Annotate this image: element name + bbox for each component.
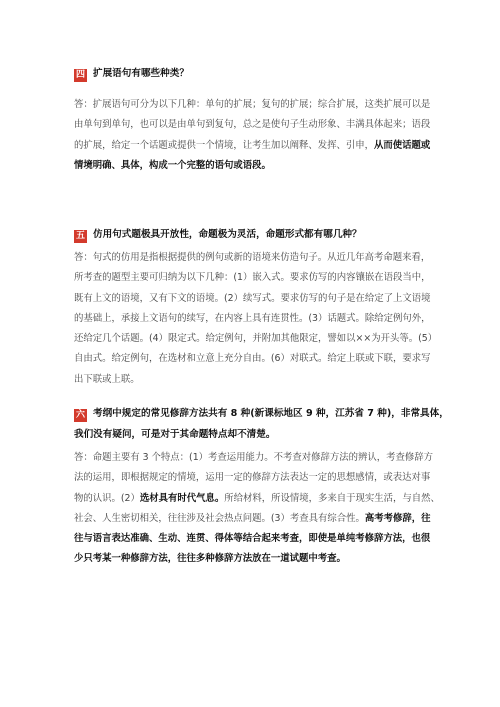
section-6-number-badge: 六 <box>75 410 85 420</box>
section-6-title-line-2: 我们没有疑问，可是对于其命题特点却不清楚。 <box>74 429 276 440</box>
answer-line: 社会、人生密切相关，往往涉及社会热点问题。(3）考查具有综合性。高考考修辞，往 <box>74 512 431 524</box>
answer-line: 答：句式的仿用是指根据提供的例句或新的语境来仿造句子。从近几年高考命题来看， <box>74 252 431 263</box>
answer-line: 出下联或上联。 <box>74 373 140 385</box>
answer-line: 既有上文的语境，又有下文的语境。(2）续写式。要求仿写的句子是在给定了上文语境 <box>74 292 431 304</box>
section-4-number-badge: 四 <box>75 70 85 80</box>
section-4 <box>74 66 434 176</box>
section-6-answer <box>74 448 440 570</box>
answer-line: 答：命题主要有 3 个特点：(1）考查运用能力。不考查对修辞方法的辨认，考查修辞方 <box>74 452 434 463</box>
section-5-heading <box>74 227 434 243</box>
answer-line: 还给定几个话题。(4）限定式。给定例句，并附加其他限定，譬如以××为开头等。(5） <box>74 333 438 345</box>
answer-line: 的基础上，承接上文语句的续写，在内容上具有连贯性。(3）话题式。除给定例句外， <box>74 312 431 324</box>
answer-line: 法的运用，即根据规定的情境，运用一定的修辞方法表达一定的思想感情，或表达对事 <box>74 472 431 484</box>
section-6-heading <box>74 406 449 422</box>
section-4-title: 扩展语句有哪些种类？ <box>93 68 189 79</box>
section-6-title-line-1: 考纲中规定的常见修辞方法共有 8 种(新课标地区 9 种，江苏省 7 种)，非常具体， <box>93 408 449 419</box>
section-5 <box>74 227 438 390</box>
section-4-answer <box>74 95 434 176</box>
section-5-number-badge: 五 <box>75 231 85 241</box>
answer-line: 少只考某一种修辞方法，往往多种修辞方法放在一道试题中考查。 <box>74 553 346 565</box>
answer-line: 往与语言表达准确、生动、连贯、得体等结合起来考查，即使是单纯考修辞方法，也很 <box>74 533 431 545</box>
answer-line: 自由式。给定例句，在选材和立意上充分自由。(6）对联式。给定上联或下联，要求写 <box>74 353 431 365</box>
section-4-heading <box>74 66 434 82</box>
answer-line: 的扩展，给定一个话题或提供一个情境，让考生加以阐释、发挥、引申，从而使话题或 <box>74 139 431 151</box>
answer-line: 答：扩展语句可分为以下几种：单句的扩展；复句的扩展；综合扩展，这类扩展可以是 <box>74 99 431 110</box>
answer-line: 情境明确、具体，构成一个完整的语句或语段。 <box>74 159 271 171</box>
answer-line: 所考查的题型主要可归纳为以下几种：(1）嵌入式。要求仿写的内容镶嵌在语段当中， <box>74 272 431 284</box>
section-5-title: 仿用句式题极具开放性，命题极为灵活，命题形式都有哪几种？ <box>93 229 362 240</box>
answer-line: 物的认识。(2）选材具有时代气息。所给材料，所设情境，多来自于现实生活，与自然、 <box>74 492 440 504</box>
answer-line: 由单句到单句，也可以是由单句到复句，总之是使句子生动形象、丰满具体起来；语段 <box>74 119 431 131</box>
section-6 <box>74 406 449 570</box>
section-5-answer <box>74 248 438 390</box>
